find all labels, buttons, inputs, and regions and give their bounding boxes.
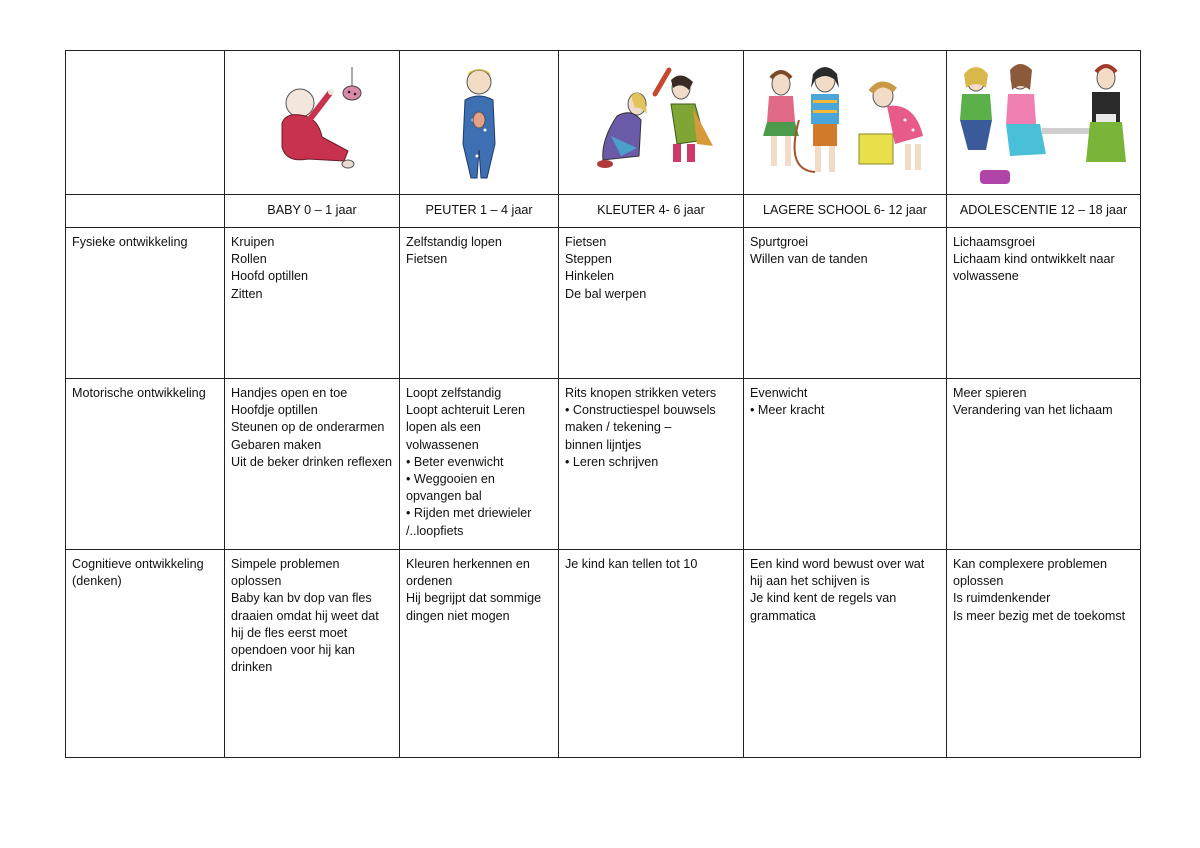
row-motorische-ontwikkeling [66,379,1141,550]
cell-line: Je kind kan tellen tot 10 [565,557,698,571]
cell-fysieke-adolescentie [947,228,1141,379]
cell-fysieke-baby [225,228,400,379]
cell-line: Handjes open en toe [231,386,348,400]
empty-header-cell [66,195,225,228]
cell-line: Loopt zelfstandig [406,386,502,400]
cell-motorische-kleuter [559,379,744,550]
cell-line: • Beter evenwicht [406,454,504,469]
cell-line: Lichaamsgroei [953,235,1035,249]
cell-line: Zitten [231,286,263,301]
row-label-line: (denken) [72,574,122,589]
cell-line: Hinkelen [565,269,615,284]
cell-line: • Constructiespel bouwsels maken / tekening – [565,403,720,435]
row-label-line: Cognitieve ontwikkeling [72,557,204,571]
cell-line: Verandering van het lichaam [953,403,1113,418]
cell-line: Zelfstandig lopen [406,235,502,249]
cell-line: Fietsen [565,235,607,249]
cell-line: Willen van de tanden [750,252,868,267]
stage-header-row [66,195,1141,228]
cell-fysieke-kleuter [559,228,744,379]
cell-line: Uit de beker drinken reflexen [231,454,393,469]
cell-line: Rits knopen strikken veters [565,386,717,400]
row-label-line: Fysieke ontwikkeling [72,235,188,249]
cell-cognitieve-baby [225,550,400,758]
cell-line: Hoofd optillen [231,269,309,284]
cell-line: Meer spieren [953,386,1027,400]
cell-line: • Meer kracht [750,403,825,418]
cell-line: Baby kan bv dop van fles draaien omdat hij weet dat hij de fles eerst moet opendoen voor hij kan drinken [231,591,383,675]
cell-fysieke-lagere-school [744,228,947,379]
row-cognitieve-ontwikkeling [66,550,1141,758]
cell-cognitieve-lagere-school [744,550,947,758]
cell-line: Lichaam kind ontwikkelt naar volwassene [953,252,1119,284]
cell-line: Je kind kent de regels van grammatica [750,591,900,623]
cell-line: Een kind word bewust over wat hij aan het schijven is [750,557,928,589]
empty-corner-cell [66,51,225,195]
cell-line: • Weggooien en opvangen bal [406,472,499,504]
baby-illustration [225,51,400,195]
cell-line: Steppen [565,252,612,267]
cell-line: Kleuren herkennen en ordenen [406,557,534,589]
cell-line: binnen lijntjes [565,437,642,452]
cell-cognitieve-kleuter [559,550,744,758]
cell-motorische-adolescentie [947,379,1141,550]
cell-line: Loopt achteruit Leren lopen als een volwassenen [406,403,529,452]
stage-header-baby: BABY 0 – 1 jaar [225,195,400,228]
cell-line: Hij begrijpt dat sommige dingen niet mogen [406,591,545,623]
cell-line: Hoofdje optillen [231,403,318,418]
cell-line: Spurtgroei [750,235,809,249]
cell-cognitieve-adolescentie [947,550,1141,758]
row-label-motorische [66,379,225,550]
cell-line: • Rijden met driewieler /..loopfiets [406,506,535,538]
cell-line: Kruipen [231,235,275,249]
row-label-cognitieve [66,550,225,758]
cell-line: Is meer bezig met de toekomst [953,608,1126,623]
cell-motorische-peuter [400,379,559,550]
cell-line: Simpele problemen oplossen [231,557,344,589]
stage-header-lagere-school: LAGERE SCHOOL 6- 12 jaar [744,195,947,228]
cell-motorische-lagere-school [744,379,947,550]
cell-line: Gebaren maken [231,437,322,452]
cell-line: Evenwicht [750,386,808,400]
schoolchild-illustration [744,51,947,195]
cell-line: Fietsen [406,252,448,267]
cell-line: De bal werpen [565,286,647,301]
cell-motorische-baby [225,379,400,550]
illustration-row [66,51,1141,195]
cell-line: • Leren schrijven [565,454,659,469]
stage-header-peuter: PEUTER 1 – 4 jaar [400,195,559,228]
adolescent-illustration [947,51,1141,195]
development-table [65,50,1141,758]
cell-cognitieve-peuter [400,550,559,758]
row-label-line: Motorische ontwikkeling [72,386,206,400]
cell-line: Steunen op de onderarmen [231,420,385,435]
cell-line: Kan complexere problemen oplossen [953,557,1111,589]
row-label-fysieke [66,228,225,379]
stage-header-kleuter: KLEUTER 4- 6 jaar [559,195,744,228]
preschooler-illustration [559,51,744,195]
cell-fysieke-peuter [400,228,559,379]
toddler-illustration [400,51,559,195]
row-fysieke-ontwikkeling [66,228,1141,379]
stage-header-adolescentie: ADOLESCENTIE 12 – 18 jaar [947,195,1141,228]
cell-line: Rollen [231,252,267,267]
cell-line: Is ruimdenkender [953,591,1051,606]
